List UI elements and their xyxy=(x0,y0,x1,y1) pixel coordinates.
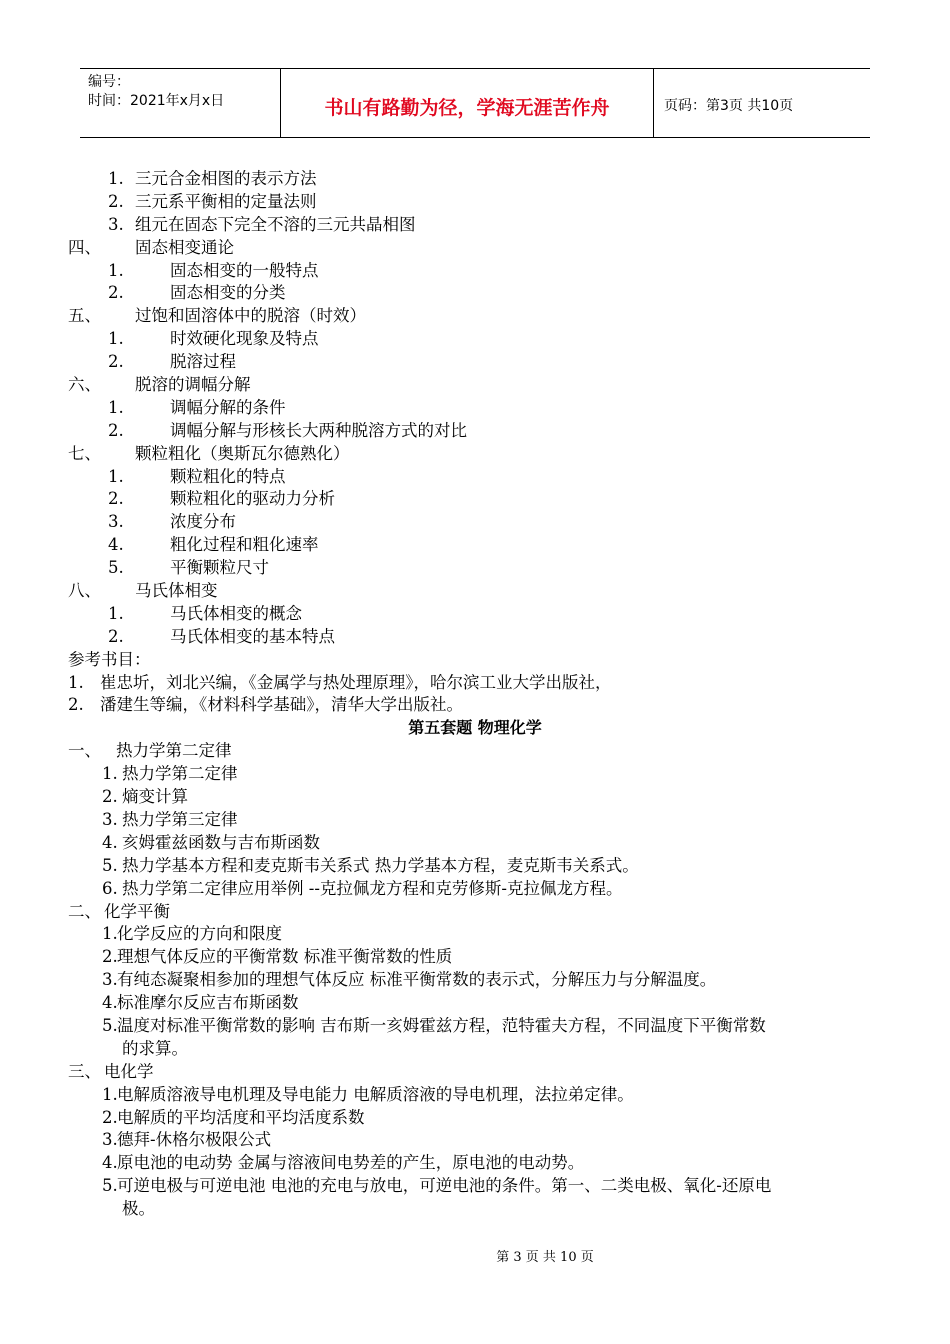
document-line xyxy=(0,1198,950,1221)
document-line xyxy=(0,305,950,328)
line-number: 2. xyxy=(68,695,84,715)
line-text: 原电池的电动势 金属与溶液间电势差的产生，原电池的电动势。 xyxy=(117,1153,585,1173)
document-line xyxy=(0,649,950,672)
line-text: 理想气体反应的平衡常数 标准平衡常数的性质 xyxy=(117,947,453,967)
line-text: 电解质溶液导电机理及导电能力 电解质溶液的导电机理，法拉弟定律。 xyxy=(117,1084,634,1104)
document-line xyxy=(0,534,950,557)
line-text: 热力学第三定律 xyxy=(122,809,238,829)
line-text: 马氏体相变的概念 xyxy=(170,603,302,623)
line-number: 1. xyxy=(68,672,84,692)
document-line xyxy=(0,328,950,351)
document-line xyxy=(0,557,950,580)
document-line xyxy=(0,580,950,603)
line-number: 七、 xyxy=(68,443,101,463)
header-info xyxy=(80,69,281,137)
document-line xyxy=(0,237,950,260)
document-line xyxy=(0,488,950,511)
line-text: 亥姆霍兹函数与吉布斯函数 xyxy=(122,832,320,852)
line-text: 固态相变通论 xyxy=(135,237,234,257)
document-line xyxy=(0,969,950,992)
line-text: 脱溶的调幅分解 xyxy=(135,375,251,395)
document-line xyxy=(0,1175,950,1198)
line-text: 马氏体相变的基本特点 xyxy=(170,626,335,646)
line-text: 化学反应的方向和限度 xyxy=(117,924,282,944)
line-number: 八、 xyxy=(68,581,101,601)
document-line xyxy=(0,466,950,489)
line-number: 1. xyxy=(108,329,124,349)
line-text: 浓度分布 xyxy=(170,512,236,532)
line-text: 电解质的平均活度和平均活度系数 xyxy=(117,1107,365,1127)
document-line xyxy=(0,809,950,832)
line-number: 4. xyxy=(102,1153,118,1173)
line-number: 3. xyxy=(102,809,118,829)
document-line xyxy=(0,672,950,695)
header-page-label: 页码：第3页 共10页 xyxy=(664,98,794,114)
line-text: 颗粒粗化的驱动力分析 xyxy=(170,489,335,509)
document-line xyxy=(0,282,950,305)
date-label: 时间：2021年x月x日 xyxy=(88,93,225,109)
document-line xyxy=(0,878,950,901)
line-text: 化学平衡 xyxy=(104,901,170,921)
line-number: 一、 xyxy=(68,741,101,761)
line-text: 德拜-休格尔极限公式 xyxy=(117,1130,272,1150)
line-number: 5. xyxy=(102,855,118,875)
header-motto: 书山有路勤为径，学海无涯苦作舟 xyxy=(281,69,654,137)
line-number: 2. xyxy=(102,787,118,807)
document-line xyxy=(0,1129,950,1152)
line-text: 马氏体相变 xyxy=(135,581,218,601)
document-line xyxy=(0,626,950,649)
document-line xyxy=(0,397,950,420)
document-line xyxy=(0,1152,950,1175)
document-line xyxy=(0,855,950,878)
line-text: 调幅分解与形核长大两种脱溶方式的对比 xyxy=(170,420,467,440)
page-header xyxy=(80,68,870,138)
line-number: 六、 xyxy=(68,375,101,395)
line-text: 熵变计算 xyxy=(122,787,188,807)
document-line xyxy=(0,1061,950,1084)
line-text: 粗化过程和粗化速率 xyxy=(170,535,319,555)
document-line xyxy=(0,1084,950,1107)
document-line xyxy=(0,786,950,809)
line-text: 三元合金相图的表示方法 xyxy=(135,169,317,188)
line-text: 参考书目： xyxy=(68,649,151,669)
line-number: 2. xyxy=(108,626,124,646)
document-line xyxy=(0,1107,950,1130)
line-number: 3. xyxy=(108,214,124,234)
line-text: 时效硬化现象及特点 xyxy=(170,329,319,349)
line-text: 热力学第二定律 xyxy=(122,764,238,784)
line-text: 调幅分解的条件 xyxy=(170,397,286,417)
line-text: 平衡颗粒尺寸 xyxy=(170,558,269,578)
document-line xyxy=(0,901,950,924)
line-text: 热力学第二定律应用举例 --克拉佩龙方程和克劳修斯-克拉佩龙方程。 xyxy=(122,878,623,898)
line-number: 二、 xyxy=(68,901,101,921)
line-number: 1. xyxy=(108,169,124,188)
line-text: 组元在固态下完全不溶的三元共晶相图 xyxy=(135,214,416,234)
line-number: 1. xyxy=(108,466,124,486)
document-body xyxy=(0,168,950,1221)
line-text: 颗粒粗化的特点 xyxy=(170,466,286,486)
line-text: 可逆电极与可逆电池 电池的充电与放电，可逆电池的条件。第一、二类电极、氧化-还原电 xyxy=(117,1176,772,1196)
line-number: 2. xyxy=(108,489,124,509)
document-line xyxy=(0,191,950,214)
document-line xyxy=(0,763,950,786)
line-number: 6. xyxy=(102,878,118,898)
line-number: 2. xyxy=(102,1107,118,1127)
line-number: 1. xyxy=(102,1084,118,1104)
document-line xyxy=(0,992,950,1015)
line-text: 三元系平衡相的定量法则 xyxy=(135,191,317,211)
line-text: 电化学 xyxy=(104,1061,154,1081)
line-number: 3. xyxy=(102,970,118,990)
line-text: 过饱和固溶体中的脱溶（时效） xyxy=(135,306,366,326)
document-line xyxy=(0,1015,950,1038)
line-text: 固态相变的分类 xyxy=(170,283,286,303)
document-line xyxy=(0,511,950,534)
line-text: 颗粒粗化（奥斯瓦尔德熟化） xyxy=(135,443,350,463)
page-footer: 第 3 页 共 10 页 xyxy=(496,1250,594,1265)
document-line xyxy=(0,923,950,946)
document-line xyxy=(0,260,950,283)
number-label: 编号： xyxy=(88,74,130,90)
line-number: 四、 xyxy=(68,237,101,257)
line-number: 4. xyxy=(102,832,118,852)
line-number: 2. xyxy=(108,283,124,303)
line-number: 4. xyxy=(108,535,124,555)
line-text: 温度对标准平衡常数的影响 吉布斯一亥姆霍兹方程，范特霍夫方程，不同温度下平衡常数 xyxy=(117,1015,766,1035)
line-number: 2. xyxy=(108,191,124,211)
line-text: 崔忠圻，刘北兴编，《金属学与热处理原理》，哈尔滨工业大学出版社， xyxy=(100,672,612,692)
line-number: 5. xyxy=(108,558,124,578)
line-number: 1. xyxy=(108,260,124,280)
document-line xyxy=(0,740,950,763)
line-number: 2. xyxy=(102,947,118,967)
document-line xyxy=(0,168,950,191)
line-number: 1. xyxy=(102,924,118,944)
document-line xyxy=(0,1038,950,1061)
line-text: 的求算。 xyxy=(122,1038,188,1058)
line-number: 1. xyxy=(102,764,118,784)
line-text: 潘建生等编，《材料科学基础》，清华大学出版社。 xyxy=(100,695,463,715)
line-text: 有纯态凝聚相参加的理想气体反应 标准平衡常数的表示式，分解压力与分解温度。 xyxy=(117,970,717,990)
document-line xyxy=(0,832,950,855)
line-text: 极。 xyxy=(122,1199,155,1219)
line-number: 五、 xyxy=(68,306,101,326)
document-line xyxy=(0,214,950,237)
line-number: 三、 xyxy=(68,1061,101,1081)
line-number: 3. xyxy=(102,1130,118,1150)
document-line xyxy=(0,420,950,443)
line-number: 1. xyxy=(108,397,124,417)
line-text: 脱溶过程 xyxy=(170,352,236,372)
line-text: 热力学第二定律 xyxy=(116,741,232,761)
section-title: 第五套题 物理化学 xyxy=(408,718,542,738)
document-line xyxy=(0,946,950,969)
line-text: 固态相变的一般特点 xyxy=(170,260,319,280)
line-number: 5. xyxy=(102,1015,118,1035)
line-text: 标准摩尔反应吉布斯函数 xyxy=(117,993,299,1013)
document-line xyxy=(0,603,950,626)
line-number: 5. xyxy=(102,1176,118,1196)
document-line xyxy=(0,694,950,717)
line-text: 热力学基本方程和麦克斯韦关系式 热力学基本方程，麦克斯韦关系式。 xyxy=(122,855,639,875)
document-line xyxy=(0,351,950,374)
line-number: 1. xyxy=(108,603,124,623)
line-number: 3. xyxy=(108,512,124,532)
line-number: 4. xyxy=(102,993,118,1013)
document-line xyxy=(0,374,950,397)
line-number: 2. xyxy=(108,420,124,440)
document-line xyxy=(0,443,950,466)
line-number: 2. xyxy=(108,352,124,372)
